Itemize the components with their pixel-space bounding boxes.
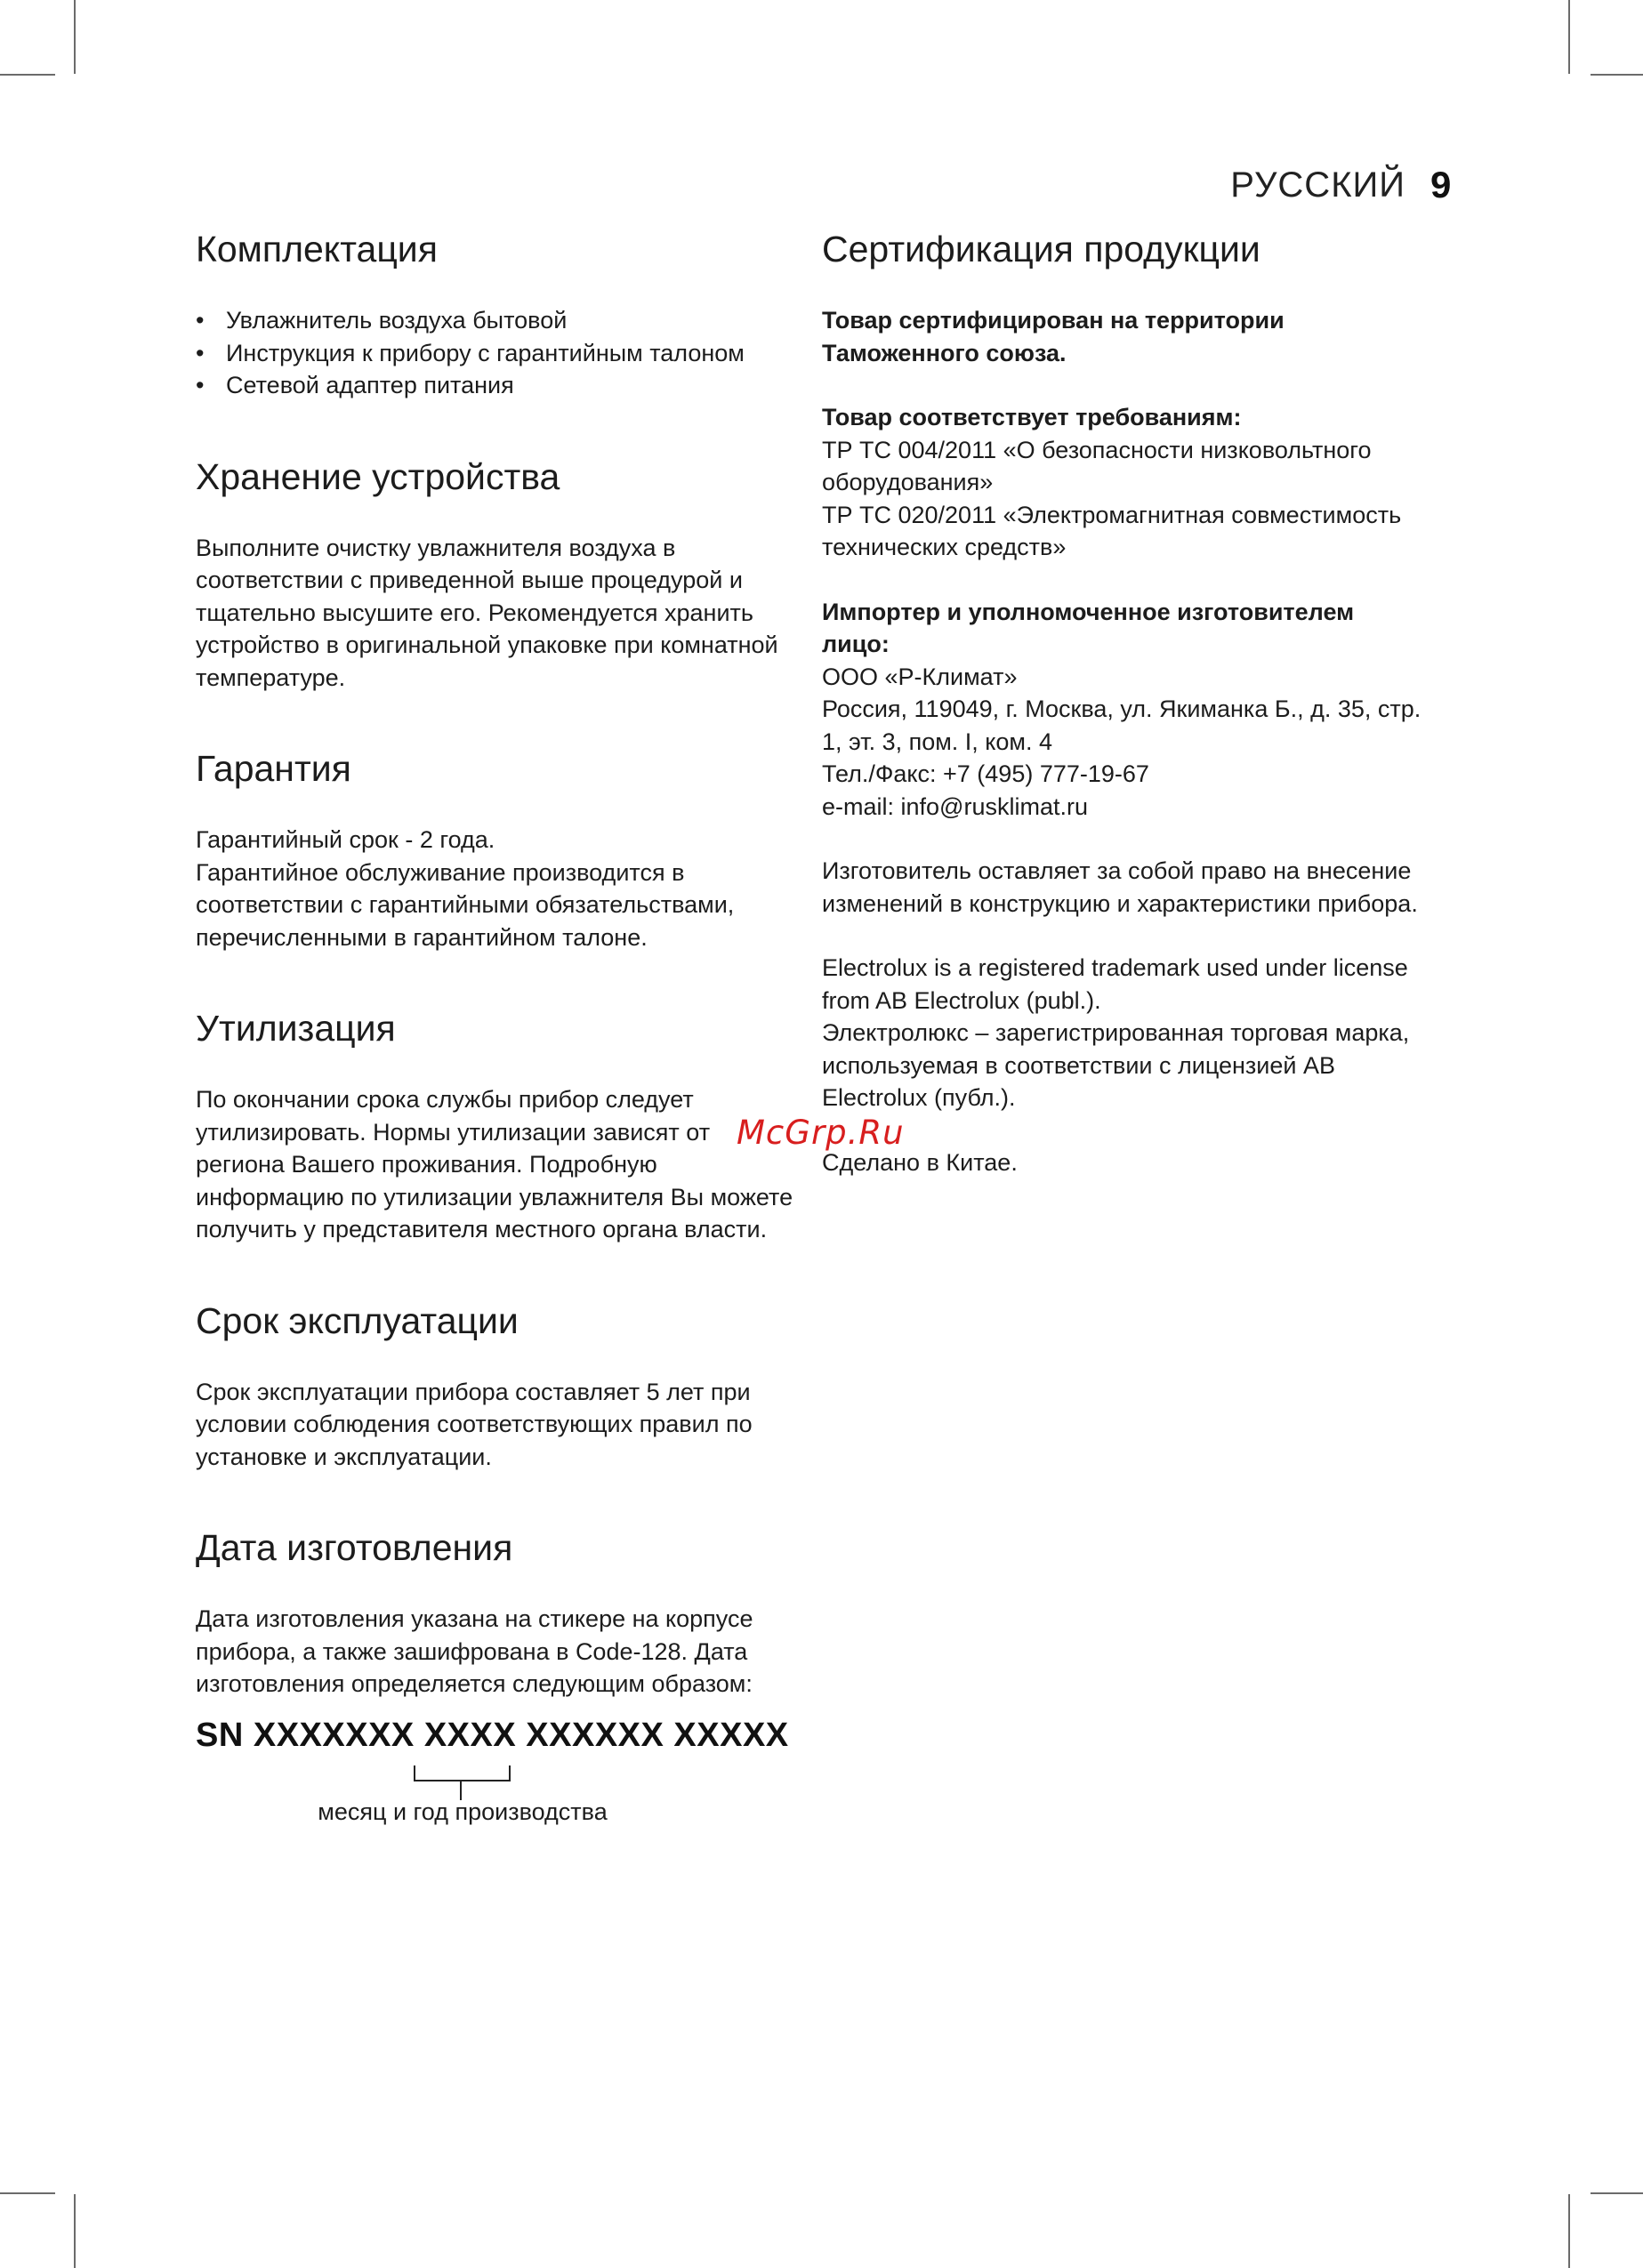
- trademark-ru: Электролюкс – зарегистрированная торговая марка, используемая в соответствии с лицензией AB Electrolux (публ.).: [822, 1019, 1410, 1111]
- sn-caption: месяц и год производства: [318, 1798, 608, 1825]
- storage-text: Выполните очистку увлажнителя воздуха в соответствии с приведенной выше процедурой и тщательно высушите его. Рекомендуется хранить устройство в оригинальной упаковке при комнатной температуре.: [196, 534, 778, 691]
- service-life-title: Срок эксплуатации: [196, 1299, 519, 1341]
- importer-label: Импортер и уполномоченное изготовителем лицо:: [822, 598, 1355, 657]
- requirement-1: ТР ТС 004/2011 «О безопасности низковольтного оборудования»: [822, 436, 1372, 495]
- crop-mark: [74, 0, 76, 74]
- crop-mark: [1568, 2194, 1570, 2268]
- certification-title: Сертификация продукции: [822, 229, 1260, 269]
- section-kit: [196, 224, 801, 402]
- requirements-label: Товар соответствует требованиям:: [822, 404, 1242, 430]
- requirements-block: [822, 401, 1427, 564]
- importer-phone: Тел./Факс: +7 (495) 777-19-67: [822, 760, 1149, 787]
- trademark-block: [822, 952, 1427, 1114]
- sn-date-part: XXXX: [423, 1717, 517, 1754]
- date-bracket-stem: [460, 1781, 462, 1800]
- importer-company: ООО «Р-Климат»: [822, 663, 1018, 690]
- kit-title: Комплектация: [196, 229, 438, 269]
- crop-mark: [74, 2194, 76, 2268]
- serial-number-code: [196, 1717, 801, 1755]
- section-disposal: [196, 1003, 801, 1246]
- list-item: • Увлажнитель воздуха бытовой: [196, 304, 801, 337]
- right-column: [822, 224, 1427, 1178]
- reserve-text: Изготовитель оставляет за собой право на внесение изменений в конструкцию и характеристики прибора.: [822, 857, 1418, 917]
- warranty-title: Гарантия: [196, 748, 351, 789]
- section-storage: [196, 452, 801, 695]
- disposal-title: Утилизация: [196, 1008, 396, 1049]
- section-service-life: [196, 1296, 801, 1474]
- disposal-text: По окончании срока службы прибор следует утилизировать. Нормы утилизации зависят от региона Вашего проживания. Подробную информацию по утилизации увлажнителя Вы можете получить у представителя местного органа власти.: [196, 1086, 793, 1243]
- requirement-2: ТР ТС 020/2011 «Электромагнитная совместимость технических средств»: [822, 501, 1402, 560]
- section-manufacture-date: [196, 1523, 801, 1701]
- manufacture-date-text: Дата изготовления указана на стикере на корпусе прибора, а также зашифрована в Code-128. Дата изготовления определяется следующим образом:: [196, 1605, 753, 1697]
- importer-block: [822, 596, 1427, 824]
- date-bracket: [414, 1765, 511, 1781]
- storage-title: Хранение устройства: [196, 455, 560, 497]
- list-item: • Сетевой адаптер питания: [196, 369, 801, 402]
- sn-suffix: XXXXXX XXXXX: [516, 1717, 789, 1754]
- serial-number-diagram: [196, 1717, 801, 1825]
- warranty-text: Гарантийное обслуживание производится в соответствии с гарантийными обязательствами, перечисленными в гарантийном талоне.: [196, 858, 735, 951]
- watermark: McGrp.Ru: [737, 1114, 905, 1152]
- crop-mark: [1568, 0, 1570, 74]
- importer-address: Россия, 119049, г. Москва, ул. Якиманка Б., д. 35, стр. 1, эт. 3, пом. I, ком. 4: [822, 696, 1422, 755]
- manufacture-date-title: Дата изготовления: [196, 1527, 513, 1568]
- importer-email: e-mail: info@rusklimat.ru: [822, 792, 1088, 820]
- crop-mark: [1591, 74, 1643, 76]
- crop-mark: [1591, 2192, 1643, 2194]
- trademark-en: Electrolux is a registered trademark used under license from AB Electrolux (publ.).: [822, 954, 1408, 1014]
- service-life-text: Срок эксплуатации прибора составляет 5 лет при условии соблюдения соответствующих правил по установке и эксплуатации.: [196, 1378, 753, 1470]
- section-warranty: [196, 744, 801, 953]
- left-column: [196, 224, 801, 1750]
- certified-text: Товар сертифицирован на территории Таможенного союза.: [822, 307, 1285, 366]
- page-number: 9: [1430, 164, 1452, 205]
- made-in-text: Сделано в Китае.: [822, 1148, 1018, 1176]
- list-item: • Инструкция к прибору с гарантийным талоном: [196, 337, 801, 370]
- sn-prefix: SN XXXXXXX: [196, 1717, 424, 1754]
- warranty-term: Гарантийный срок - 2 года.: [196, 826, 495, 853]
- kit-list: [196, 304, 801, 402]
- header-language: РУССКИЙ: [1230, 165, 1405, 205]
- crop-mark: [0, 2192, 55, 2194]
- crop-mark: [0, 74, 55, 76]
